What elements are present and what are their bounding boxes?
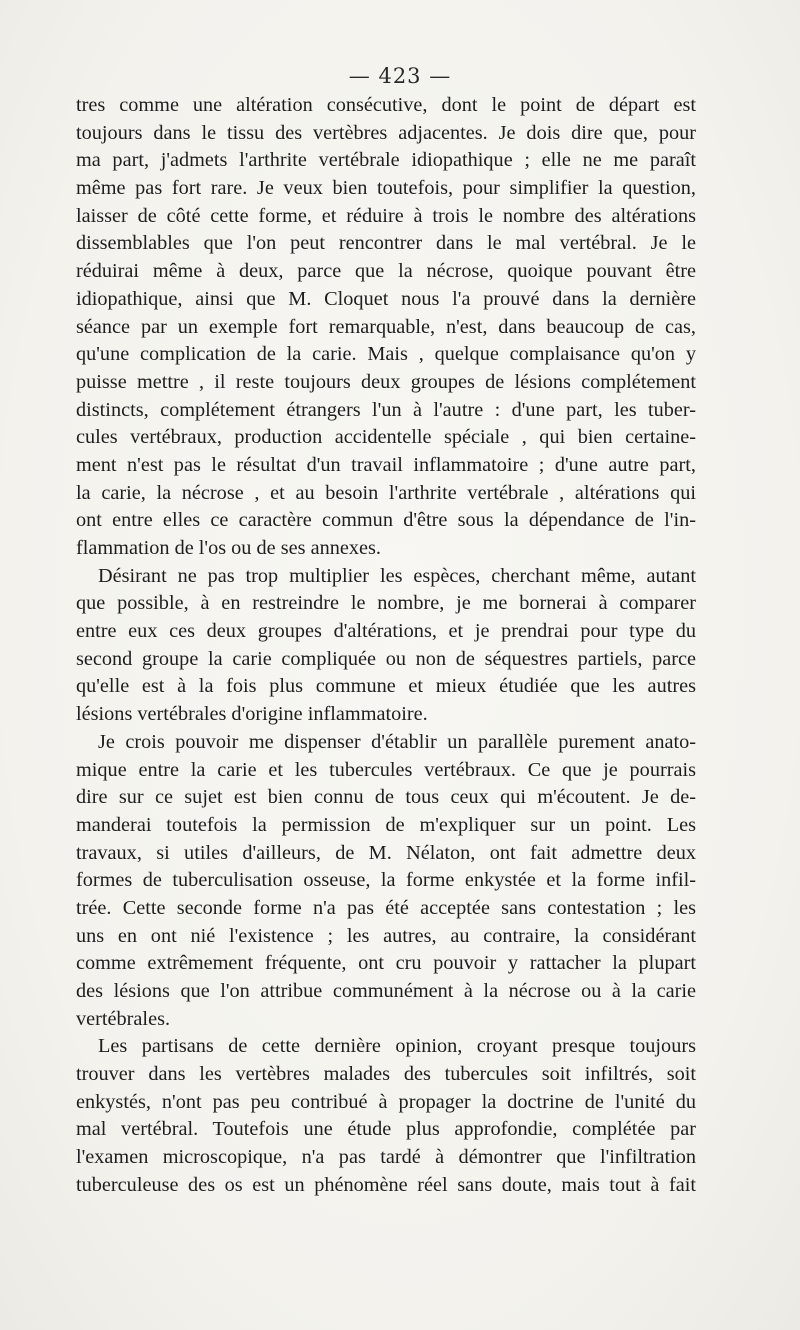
text-line: l'examen microscopique, n'a pas tardé à démontrer que l'infiltration	[76, 1146, 696, 1169]
text-line: second groupe la carie compliquée ou non de séquestres partiels, parce	[76, 647, 696, 670]
paragraph-4	[76, 1033, 696, 1199]
text-line: réduirai même à deux, parce que la nécrose, quoique pouvant être	[76, 260, 696, 283]
text-line: même pas fort rare. Je veux bien toutefois, pour simplifier la question,	[76, 177, 696, 200]
paragraph-1	[76, 92, 696, 563]
text-line: mique entre la carie et les tubercules vertébraux. Ce que je pourrais	[76, 758, 696, 781]
text-line: formes de tuberculisation osseuse, la forme enkystée et la forme infil-	[76, 869, 696, 892]
text-line: séance par un exemple fort remarquable, n'est, dans beaucoup de cas,	[76, 315, 696, 338]
text-line: que possible, à en restreindre le nombre, je me bornerai à comparer	[76, 592, 696, 615]
text-line: dissemblables que l'on peut rencontrer dans le mal vertébral. Je le	[76, 232, 696, 255]
text-line: ment n'est pas le résultat d'un travail inflammatoire ; d'une autre part,	[76, 453, 696, 476]
text-line: qu'une complication de la carie. Mais , quelque complaisance qu'on y	[76, 343, 696, 366]
text-line: tres comme une altération consécutive, dont le point de départ est	[76, 94, 696, 116]
text-line: laisser de côté cette forme, et réduire à trois le nombre des altérations	[76, 204, 696, 227]
text-line: trouver dans les vertèbres malades des tubercules soit infiltrés, soit	[76, 1063, 696, 1086]
text-line: enkystés, n'ont pas peu contribué à propager la doctrine de l'unité du	[76, 1090, 696, 1113]
text-line: comme extrêmement fréquente, ont cru pouvoir y rattacher la plupart	[76, 952, 696, 975]
text-line: toujours dans le tissu des vertèbres adjacentes. Je dois dire que, pour	[76, 121, 696, 144]
paragraph-2	[76, 563, 696, 729]
text-line: la carie, la nécrose , et au besoin l'arthrite vertébrale , altérations qui	[76, 481, 696, 504]
text-line: dire sur ce sujet est bien connu de tous ceux qui m'écoutent. Je de-	[76, 786, 696, 809]
text-line: Désirant ne pas trop multiplier les espèces, cherchant même, autant	[98, 564, 696, 587]
text-line: manderai toutefois la permission de m'expliquer sur un point. Les	[76, 813, 696, 836]
text-line: ma part, j'admets l'arthrite vertébrale idiopathique ; elle ne me paraît	[76, 149, 696, 172]
page-number: — 423 —	[348, 64, 452, 88]
text-line: qu'elle est à la fois plus commune et mieux étudiée que les autres	[76, 675, 696, 698]
text-line: uns en ont nié l'existence ; les autres, au contraire, la considérant	[76, 924, 696, 947]
text-line: cules vertébraux, production accidentelle spéciale , qui bien certaine-	[76, 426, 696, 449]
text-line: mal vertébral. Toutefois une étude plus approfondie, complétée par	[76, 1118, 696, 1141]
text-line: travaux, si utiles d'ailleurs, de M. Nélaton, ont fait admettre deux	[76, 841, 696, 864]
paragraph-3	[76, 729, 696, 1034]
text-line: Les partisans de cette dernière opinion, croyant presque toujours	[98, 1035, 696, 1058]
text-line: ont entre elles ce caractère commun d'être sous la dépendance de l'in-	[76, 509, 696, 532]
text-line: idiopathique, ainsi que M. Cloquet nous l'a prouvé dans la dernière	[76, 287, 696, 310]
body-text	[76, 92, 696, 1200]
text-line: distincts, complétement étrangers l'un à l'autre : d'une part, les tuber-	[76, 398, 696, 421]
text-line: Je crois pouvoir me dispenser d'établir un parallèle purement anato-	[98, 730, 696, 753]
text-line: des lésions que l'on attribue communément à la nécrose ou à la carie	[76, 980, 696, 1002]
text-line: puisse mettre , il reste toujours deux groupes de lésions complétement	[76, 370, 696, 393]
text-line: flammation de l'os ou de ses annexes.	[76, 537, 381, 559]
text-line: lésions vertébrales d'origine inflammatoire.	[76, 703, 428, 726]
text-line: tuberculeuse des os est un phénomène réel sans doute, mais tout à fait	[76, 1173, 696, 1196]
text-line: trée. Cette seconde forme n'a pas été acceptée sans contestation ; les	[76, 896, 696, 919]
text-line: entre eux ces deux groupes d'altérations, et je prendrai pour type du	[76, 620, 696, 643]
text-line: vertébrales.	[76, 1007, 171, 1030]
